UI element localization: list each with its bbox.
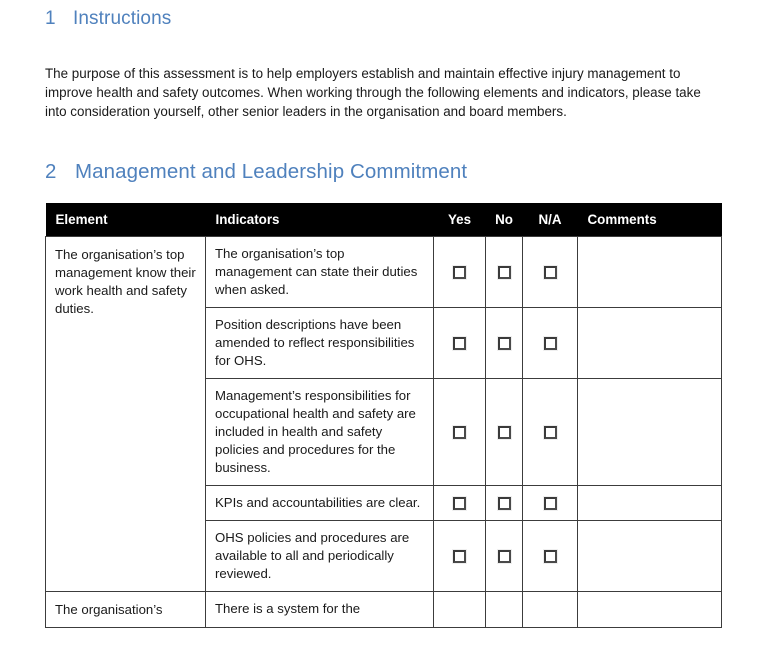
checkbox-cell-no[interactable]: [486, 308, 523, 379]
checkbox-na[interactable]: [544, 426, 557, 439]
section-number: 2: [45, 160, 57, 183]
comments-cell[interactable]: [578, 237, 722, 308]
checkbox-cell-no[interactable]: [486, 486, 523, 521]
checkbox-cell-yes[interactable]: [434, 308, 486, 379]
checkbox-cell-yes[interactable]: [434, 237, 486, 308]
checkbox-yes[interactable]: [453, 337, 466, 350]
comments-cell[interactable]: [578, 308, 722, 379]
comments-cell[interactable]: [578, 486, 722, 521]
checkbox-cell-no[interactable]: [486, 237, 523, 308]
checkbox-cell-no[interactable]: [486, 521, 523, 592]
intro-paragraph: The purpose of this assessment is to help employers establish and maintain effective injury management to improve health and safety outcomes. When working through the following elements and indicators, please take into consideration yourself, other senior leaders in the organisation and board members.: [45, 66, 701, 119]
column-header-comments: Comments: [578, 203, 722, 237]
checkbox-cell-yes[interactable]: [434, 592, 486, 628]
checkbox-cell-yes[interactable]: [434, 486, 486, 521]
indicator-cell: Position descriptions have been amended to reflect responsibilities for OHS.: [206, 308, 434, 379]
section-title: Management and Leadership Commitment: [75, 160, 468, 183]
checkbox-yes[interactable]: [453, 550, 466, 563]
column-header-na: N/A: [523, 203, 578, 237]
checkbox-yes[interactable]: [453, 497, 466, 510]
column-header-element: Element: [46, 203, 206, 237]
section-number: 1: [45, 8, 56, 29]
comments-cell[interactable]: [578, 521, 722, 592]
section-title: Instructions: [73, 8, 172, 29]
checkbox-cell-na[interactable]: [523, 486, 578, 521]
checkbox-na[interactable]: [544, 337, 557, 350]
checkbox-cell-no[interactable]: [486, 592, 523, 628]
indicator-cell: OHS policies and procedures are available to all and periodically reviewed.: [206, 521, 434, 592]
indicator-cell: Management’s responsibilities for occupational health and safety are included in health and safety policies and procedures for the business.: [206, 379, 434, 486]
checkbox-cell-na[interactable]: [523, 379, 578, 486]
checkbox-yes[interactable]: [453, 426, 466, 439]
checkbox-no[interactable]: [498, 550, 511, 563]
column-header-yes: Yes: [434, 203, 486, 237]
checkbox-cell-yes[interactable]: [434, 379, 486, 486]
comments-cell[interactable]: [578, 379, 722, 486]
table-row: [46, 237, 722, 308]
checkbox-no[interactable]: [498, 337, 511, 350]
checkbox-cell-na[interactable]: [523, 521, 578, 592]
checkbox-na[interactable]: [544, 266, 557, 279]
indicator-cell: KPIs and accountabilities are clear.: [206, 486, 434, 521]
checkbox-cell-no[interactable]: [486, 379, 523, 486]
checkbox-cell-na[interactable]: [523, 592, 578, 628]
indicator-cell: The organisation’s top management can state their duties when asked.: [206, 237, 434, 308]
table-row: [46, 592, 722, 628]
table-header-row: [46, 203, 722, 237]
checkbox-na[interactable]: [544, 497, 557, 510]
checkbox-no[interactable]: [498, 426, 511, 439]
checkbox-no[interactable]: [498, 266, 511, 279]
indicator-cell: There is a system for the: [206, 592, 434, 628]
checkbox-cell-yes[interactable]: [434, 521, 486, 592]
checkbox-yes[interactable]: [453, 266, 466, 279]
checkbox-na[interactable]: [544, 550, 557, 563]
section-heading-management: [45, 160, 467, 184]
column-header-no: No: [486, 203, 523, 237]
checkbox-no[interactable]: [498, 497, 511, 510]
assessment-table: [45, 203, 722, 628]
column-header-indicators: Indicators: [206, 203, 434, 237]
element-cell: The organisation’s: [46, 592, 206, 628]
section-heading-instructions: [45, 8, 171, 30]
checkbox-cell-na[interactable]: [523, 237, 578, 308]
comments-cell[interactable]: [578, 592, 722, 628]
checkbox-cell-na[interactable]: [523, 308, 578, 379]
element-cell: The organisation’s top management know their work health and safety duties.: [46, 237, 206, 592]
